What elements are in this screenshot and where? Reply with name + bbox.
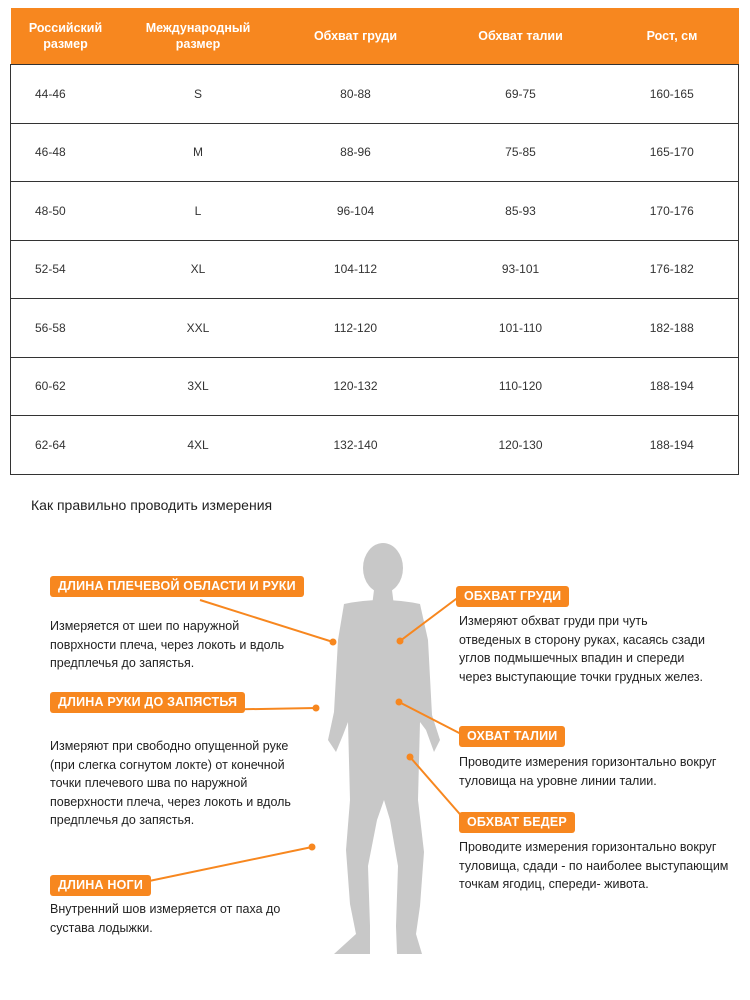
cell-waist: 110-120 [436,357,606,416]
cell-chest: 96-104 [276,182,436,241]
header-russian-size: Российский размер [11,8,121,65]
cell-russian-size: 60-62 [11,357,121,416]
cell-height: 182-188 [606,299,739,358]
cell-chest: 132-140 [276,416,436,475]
cell-waist: 120-130 [436,416,606,475]
cell-russian-size: 44-46 [11,65,121,124]
cell-russian-size: 48-50 [11,182,121,241]
hip-girth-text: Проводите измерения горизонтально вокруг туловища, сдади - по наиболее выступающим точкам ягодиц, спереди- живота. [459,840,729,891]
cell-international-size: XL [121,240,276,299]
shoulder-arm-length-badge: ДЛИНА ПЛЕЧЕВОЙ ОБЛАСТИ И РУКИ [50,576,304,597]
header-international-size: Международный размер [121,8,276,65]
waist-girth-badge: ОХВАТ ТАЛИИ [459,726,565,747]
cell-russian-size: 56-58 [11,299,121,358]
cell-height: 188-194 [606,416,739,475]
cell-international-size: M [121,123,276,182]
cell-international-size: L [121,182,276,241]
cell-height: 188-194 [606,357,739,416]
leg-length-text: Внутренний шов измеряется от паха до сустава лодыжки. [50,902,281,935]
body-silhouette [328,543,440,954]
hip-girth-badge: ОБХВАТ БЕДЕР [459,812,575,833]
cell-height: 165-170 [606,123,739,182]
cell-waist: 101-110 [436,299,606,358]
cell-height: 176-182 [606,240,739,299]
cell-height: 170-176 [606,182,739,241]
cell-international-size: 4XL [121,416,276,475]
cell-international-size: 3XL [121,357,276,416]
cell-waist: 93-101 [436,240,606,299]
section-title: Как правильно проводить измерения [31,497,273,513]
cell-international-size: XXL [121,299,276,358]
arm-to-wrist-length-text: Измеряют при свободно опущенной руке (при слегка согнутом локте) от конечной точки плечевого шва по наружной поверхности плеча, через локоть и вдоль предплечья до запястья. [50,739,291,827]
shoulder-arm-length-text: Измеряется от шеи по наружной поврхности плеча, через локоть и вдоль предплечья до запястья. [50,619,285,670]
cell-chest: 104-112 [276,240,436,299]
cell-russian-size: 52-54 [11,240,121,299]
chest-girth-badge: ОБХВАТ ГРУДИ [456,586,569,607]
chest-girth-text: Измеряют обхват груди при чуть отведеных в сторону руках, касаясь сзади углов подмышечных впадин и спереди через выступающие точки грудных желез. [459,614,705,684]
cell-waist: 69-75 [436,65,606,124]
header-chest: Обхват груди [276,8,436,65]
cell-chest: 88-96 [276,123,436,182]
cell-chest: 80-88 [276,65,436,124]
header-height: Рост, см [606,8,739,65]
cell-chest: 112-120 [276,299,436,358]
cell-waist: 85-93 [436,182,606,241]
arm-to-wrist-length-badge: ДЛИНА РУКИ ДО ЗАПЯСТЬЯ [50,692,245,713]
leg-length-badge: ДЛИНА НОГИ [50,875,151,896]
cell-height: 160-165 [606,65,739,124]
cell-russian-size: 46-48 [11,123,121,182]
cell-waist: 75-85 [436,123,606,182]
header-waist: Обхват талии [436,8,606,65]
cell-russian-size: 62-64 [11,416,121,475]
cell-international-size: S [121,65,276,124]
waist-girth-text: Проводите измерения горизонтально вокруг туловища на уровне линии талии. [459,755,717,788]
cell-chest: 120-132 [276,357,436,416]
